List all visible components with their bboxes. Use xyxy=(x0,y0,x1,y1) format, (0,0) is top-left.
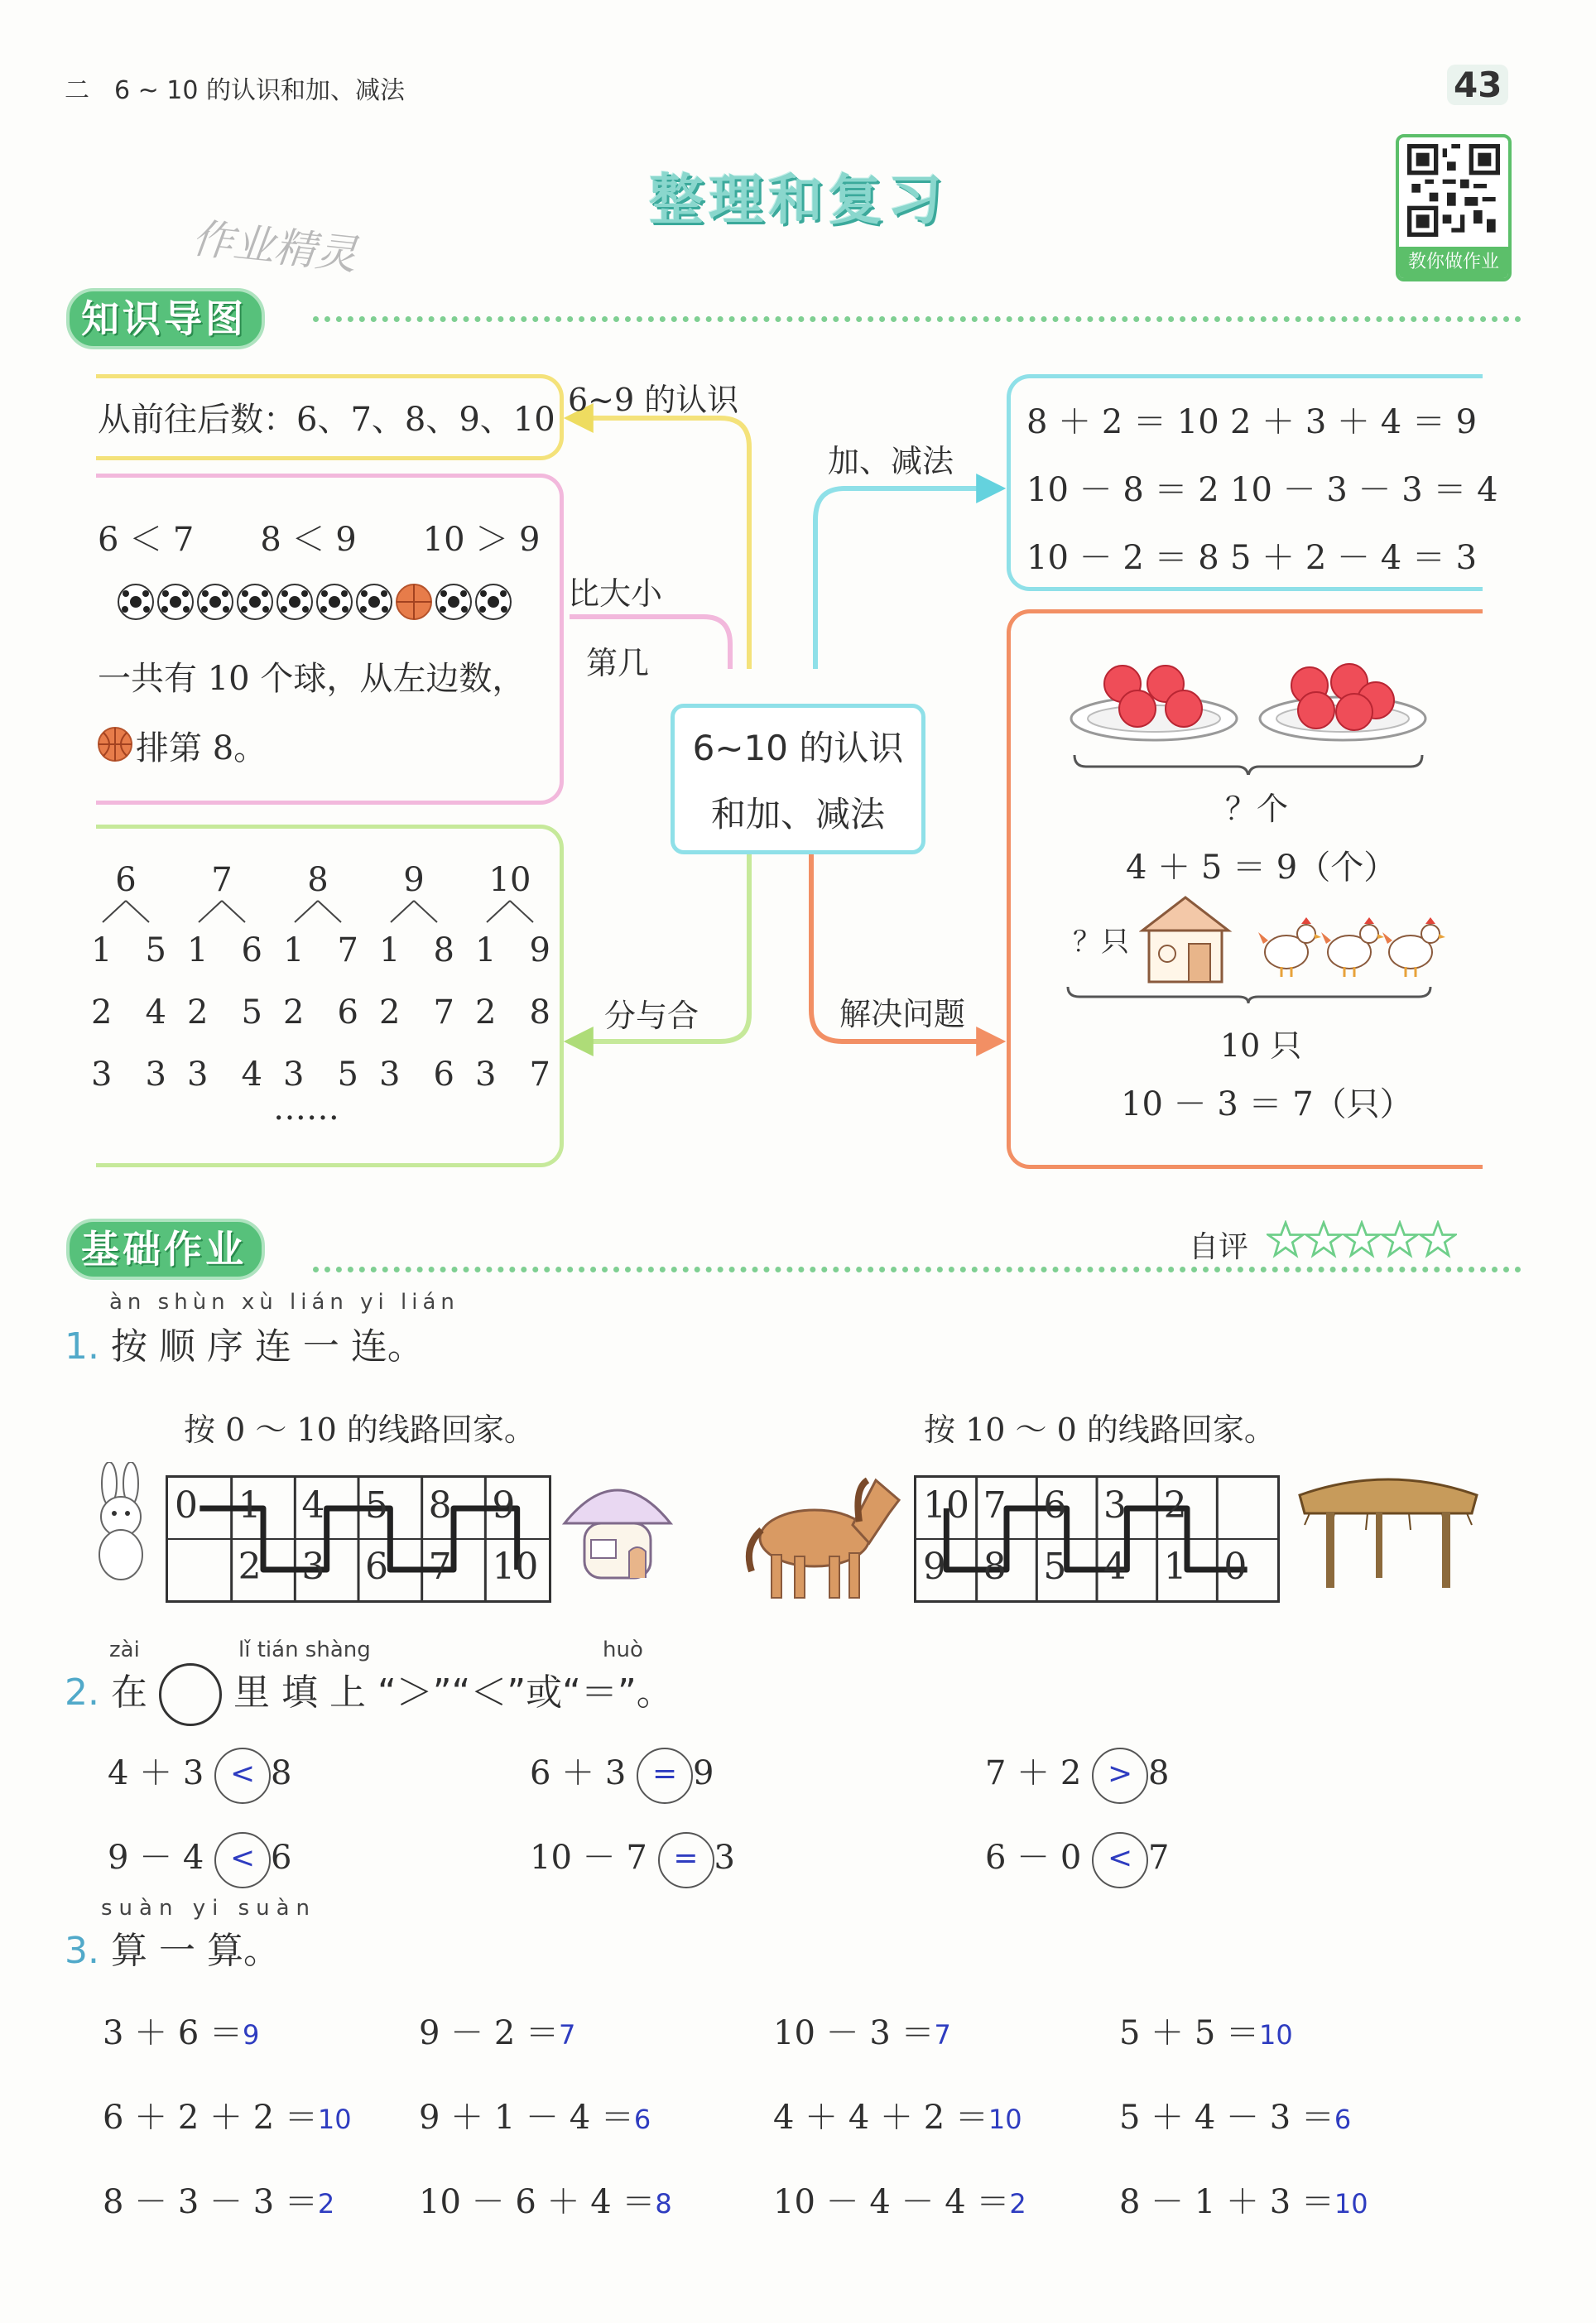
q2-pinyin-huo: huò xyxy=(603,1638,643,1662)
q2-number: 2. xyxy=(65,1671,99,1714)
calc-answer[interactable]: 2 xyxy=(317,2188,335,2220)
q2-pinyin-zai: zài xyxy=(109,1638,140,1662)
grid-cell-number: 10 xyxy=(923,1484,969,1527)
q1-pinyin: àn shùn xù lián yi lián xyxy=(109,1290,459,1315)
calc-item xyxy=(1119,2176,1368,2223)
page-title: 整理和复习 xyxy=(649,167,947,232)
compare-right: 8 xyxy=(1148,1754,1170,1792)
split-pair: 3 7 xyxy=(475,1056,550,1094)
soccer-ball-icon xyxy=(277,584,312,619)
center-line-2: 和加、减法 xyxy=(710,794,885,834)
q1-text: 按 顺 序 连 一 连。 xyxy=(110,1325,424,1368)
compare-right: 7 xyxy=(1148,1839,1170,1877)
calc-expression: 8 － 1 ＋ 3 ＝ xyxy=(1119,2183,1334,2221)
split-top: 7 xyxy=(211,861,233,899)
calc-answer[interactable]: 8 xyxy=(655,2188,672,2220)
compare-left: 7 ＋ 2 xyxy=(985,1754,1093,1792)
balls-text-1: 一共有 10 个球，从左边数， xyxy=(98,660,526,698)
rabbit-icon xyxy=(79,1462,162,1586)
split-top: 6 xyxy=(115,861,137,899)
grid-cell-number: 8 xyxy=(983,1546,1007,1588)
soccer-ball-icon xyxy=(118,584,153,619)
calc-item xyxy=(419,2091,651,2138)
q1-number: 1. xyxy=(65,1325,99,1368)
calc-answer[interactable]: 10 xyxy=(317,2104,352,2135)
rating-star-icon[interactable] xyxy=(1343,1220,1381,1258)
calc-answer[interactable]: 6 xyxy=(1334,2104,1352,2135)
calc-answer[interactable]: 9 xyxy=(243,2019,260,2051)
branch-addsub: 加、减法 xyxy=(828,443,954,479)
compare-answer-circle[interactable]: < xyxy=(214,1832,271,1888)
hens-equation: 10 － 3 ＝ 7（只） xyxy=(1121,1085,1413,1123)
branch-order: 第几 xyxy=(586,645,650,681)
self-eval-stars[interactable] xyxy=(1267,1220,1457,1262)
split-pair: 2 6 xyxy=(283,993,358,1032)
soccer-ball-icon xyxy=(158,584,193,619)
compare-right: 9 xyxy=(693,1754,714,1792)
grid-cell-number: 3 xyxy=(301,1546,325,1588)
calc-expression: 10 － 6 ＋ 4 ＝ xyxy=(419,2183,656,2221)
hens-total: 10 只 xyxy=(1220,1027,1302,1064)
basketball-icon xyxy=(397,584,431,619)
branch-solve: 解决问题 xyxy=(839,996,966,1032)
balls-text-2: 排第 8。 xyxy=(136,729,267,767)
hen-icon xyxy=(1258,917,1321,977)
q1-right-caption: 按 10 ～ 0 的线路回家。 xyxy=(924,1412,1276,1448)
calc-answer[interactable]: 6 xyxy=(633,2104,651,2135)
calc-item xyxy=(1119,2007,1293,2054)
calc-expression: 5 ＋ 4 － 3 ＝ xyxy=(1119,2099,1334,2137)
compare-right: 8 xyxy=(271,1754,292,1792)
grid-cell-number: 3 xyxy=(1103,1484,1127,1527)
soccer-ball-icon xyxy=(436,584,471,619)
split-pair: 2 4 xyxy=(91,993,166,1032)
stable-icon xyxy=(1293,1462,1483,1594)
calc-item xyxy=(1119,2091,1351,2138)
soccer-ball-icon xyxy=(317,584,352,619)
calc-answer[interactable]: 10 xyxy=(1259,2019,1293,2051)
compare-left: 6 － 0 xyxy=(985,1839,1093,1877)
q1-title xyxy=(65,1316,424,1369)
split-branch-icon xyxy=(379,899,449,924)
split-column xyxy=(187,861,262,1110)
grid-cell-number: 4 xyxy=(1103,1546,1127,1588)
grid-cell-number: 0 xyxy=(175,1484,198,1527)
compare-item xyxy=(985,1831,1170,1888)
section-map-label: 知识导图 xyxy=(81,296,247,341)
calc-answer[interactable]: 7 xyxy=(934,2019,951,2051)
split-top: 9 xyxy=(403,861,425,899)
compare-item xyxy=(108,1747,292,1804)
grid-cell-number: 2 xyxy=(238,1546,262,1588)
calc-expression: 6 ＋ 2 ＋ 2 ＝ xyxy=(103,2099,318,2137)
calc-item xyxy=(103,2176,334,2223)
compare-left: 6 ＋ 3 xyxy=(530,1754,637,1792)
compare-answer-circle[interactable]: < xyxy=(1092,1832,1148,1888)
chapter-title: 二 6 ~ 10 的认识和加、减法 xyxy=(65,76,406,105)
split-pair: 3 6 xyxy=(379,1056,454,1094)
split-ellipsis: …… xyxy=(273,1089,339,1128)
grid-cell-number: 2 xyxy=(1163,1484,1187,1527)
calc-expression: 3 ＋ 6 ＝ xyxy=(103,2014,243,2052)
calc-item xyxy=(773,2091,1022,2138)
calc-item xyxy=(773,2176,1026,2223)
eq-1a: 8 ＋ 2 ＝ 10 xyxy=(1026,403,1219,441)
compare-answer-circle[interactable]: = xyxy=(637,1748,693,1804)
horse-icon xyxy=(743,1464,909,1604)
grid-cell-number: 1 xyxy=(238,1484,262,1527)
q1-left-caption: 按 0 ～ 10 的线路回家。 xyxy=(184,1412,536,1448)
apple-plates-illustration xyxy=(1068,642,1440,775)
compare-left: 4 ＋ 3 xyxy=(108,1754,215,1792)
q3-title xyxy=(65,1921,280,1974)
count-text: 从前往后数：6、7、8、9、10 xyxy=(98,401,555,439)
soccer-ball-icon xyxy=(198,584,233,619)
split-branch-icon xyxy=(283,899,353,924)
grid-cell-number: 9 xyxy=(923,1546,946,1588)
grid-cell-number: 5 xyxy=(365,1484,388,1527)
grid-cell-number: 4 xyxy=(301,1484,325,1527)
soccer-ball-icon xyxy=(476,584,511,619)
compare-left: 10 － 7 xyxy=(530,1839,658,1877)
grid-cell-number: 9 xyxy=(492,1484,516,1527)
q3-pinyin: suàn yi suàn xyxy=(101,1896,317,1921)
split-top: 8 xyxy=(307,861,329,899)
calc-expression: 10 － 4 － 4 ＝ xyxy=(773,2183,1010,2221)
apples-equation: 4 ＋ 5 ＝ 9（个） xyxy=(1126,849,1397,887)
hens-bracket xyxy=(1065,985,1437,1005)
calc-answer[interactable]: 10 xyxy=(988,2104,1022,2135)
section-basic-divider xyxy=(313,1267,1521,1272)
eq-2b: 10 － 3 － 3 ＝ 4 xyxy=(1230,471,1498,509)
calc-answer[interactable]: 2 xyxy=(1009,2188,1026,2220)
hens-question: ？只 xyxy=(1073,926,1129,959)
grid-cell-number: 7 xyxy=(428,1546,452,1588)
split-pair: 1 7 xyxy=(283,931,358,969)
branch-recognize: 6~9 的认识 xyxy=(568,382,739,418)
page-number: 43 xyxy=(1447,65,1508,105)
compare-item xyxy=(530,1831,735,1888)
path-grid-left[interactable] xyxy=(166,1475,551,1603)
compare-item xyxy=(530,1747,714,1804)
apples-question: ？个 xyxy=(1225,791,1289,827)
branch-compare: 比大小 xyxy=(568,575,663,612)
grid-cell-number: 5 xyxy=(1043,1546,1067,1588)
grid-cell-number: 0 xyxy=(1223,1546,1247,1588)
compare-item xyxy=(985,1747,1170,1804)
grid-cell-number: 6 xyxy=(1043,1484,1067,1527)
hen-icon xyxy=(1382,917,1445,977)
rating-star-icon[interactable] xyxy=(1267,1220,1305,1258)
q2-circle-icon xyxy=(159,1663,222,1726)
mushroom-house-icon xyxy=(560,1465,675,1590)
q2-text-b: 里 填 上 xyxy=(233,1671,366,1714)
split-pair: 3 4 xyxy=(187,1056,262,1094)
calc-item xyxy=(773,2007,951,2054)
eq-2a: 10 － 8 ＝ 2 xyxy=(1026,471,1219,509)
calc-answer[interactable]: 7 xyxy=(559,2019,576,2051)
q3-text: 算 一 算。 xyxy=(110,1930,280,1972)
center-node xyxy=(671,704,925,854)
eq-3a: 10 － 2 ＝ 8 xyxy=(1026,539,1219,577)
section-basic-ribbon xyxy=(66,1219,265,1280)
grid-cell-number: 1 xyxy=(1163,1546,1187,1588)
grid-cell-number: 7 xyxy=(983,1484,1007,1527)
calc-answer[interactable]: 10 xyxy=(1334,2188,1368,2220)
split-branch-icon xyxy=(187,899,257,924)
branch-split: 分与合 xyxy=(604,998,699,1034)
compare-answer-circle[interactable]: > xyxy=(1092,1748,1148,1804)
soccer-ball-icon xyxy=(357,584,392,619)
grid-cell-number: 8 xyxy=(428,1484,452,1527)
split-column xyxy=(379,861,454,1110)
calc-item xyxy=(419,2176,672,2223)
self-eval-label: 自评 xyxy=(1189,1230,1249,1264)
section-basic-label: 基础作业 xyxy=(81,1227,247,1272)
hen-icon xyxy=(1321,917,1384,977)
q2-title xyxy=(65,1662,673,1726)
calc-expression: 8 － 3 － 3 ＝ xyxy=(103,2183,318,2221)
split-pair: 1 6 xyxy=(187,931,262,969)
rating-star-icon[interactable] xyxy=(1305,1220,1343,1258)
path-grid-right[interactable] xyxy=(914,1475,1280,1603)
soccer-ball-icon xyxy=(238,584,272,619)
split-pair: 1 9 xyxy=(475,931,550,969)
eq-3b: 5 ＋ 2 － 4 ＝ 3 xyxy=(1230,539,1478,577)
qr-caption: 教你做作业 xyxy=(1399,247,1508,278)
q2-text-c: “＞”“＜”或“＝”。 xyxy=(377,1671,673,1714)
henhouse-illustration xyxy=(1139,894,1454,993)
split-branch-icon xyxy=(91,899,161,924)
split-pair: 3 5 xyxy=(283,1056,358,1094)
q2-text-a: 在 xyxy=(110,1671,147,1714)
split-column xyxy=(283,861,358,1110)
rating-star-icon[interactable] xyxy=(1381,1220,1419,1258)
split-column xyxy=(475,861,550,1110)
split-pair: 2 5 xyxy=(187,993,262,1032)
compare-right: 3 xyxy=(714,1839,735,1877)
compare-item xyxy=(108,1831,292,1888)
calc-item xyxy=(419,2007,575,2054)
split-top: 10 xyxy=(488,861,531,899)
split-column xyxy=(91,861,166,1110)
split-pair: 1 5 xyxy=(91,931,166,969)
calc-expression: 4 ＋ 4 ＋ 2 ＝ xyxy=(773,2099,988,2137)
basketball-icon xyxy=(96,725,134,763)
calc-expression: 9 － 2 ＝ xyxy=(419,2014,560,2052)
calc-expression: 9 ＋ 1 － 4 ＝ xyxy=(419,2099,634,2137)
calc-expression: 5 ＋ 5 ＝ xyxy=(1119,2014,1260,2052)
compare-answer-circle[interactable]: < xyxy=(214,1748,271,1804)
calc-item xyxy=(103,2091,352,2138)
grid-cell-number: 10 xyxy=(492,1546,539,1588)
q3-number: 3. xyxy=(65,1930,99,1972)
balls-row xyxy=(116,580,522,624)
calc-expression: 10 － 3 ＝ xyxy=(773,2014,935,2052)
rating-star-icon[interactable] xyxy=(1419,1220,1457,1258)
split-pair: 2 8 xyxy=(475,993,550,1032)
grid-cell-number: 6 xyxy=(365,1546,388,1588)
compare-text: 6 ＜ 7 8 ＜ 9 10 ＞ 9 xyxy=(98,521,541,559)
watermark: 作业精灵 xyxy=(190,214,360,280)
compare-left: 9 － 4 xyxy=(108,1839,215,1877)
split-pair: 2 7 xyxy=(379,993,454,1032)
split-pair: 3 3 xyxy=(91,1056,166,1094)
compare-right: 6 xyxy=(271,1839,292,1877)
q2-pinyin-li: lǐ tián shàng xyxy=(238,1638,371,1662)
split-pair: 1 8 xyxy=(379,931,454,969)
split-branch-icon xyxy=(475,899,545,924)
center-line-1: 6~10 的认识 xyxy=(692,728,904,768)
calc-item xyxy=(103,2007,259,2054)
compare-answer-circle[interactable]: = xyxy=(658,1832,714,1888)
eq-1b: 2 ＋ 3 ＋ 4 ＝ 9 xyxy=(1230,403,1478,441)
